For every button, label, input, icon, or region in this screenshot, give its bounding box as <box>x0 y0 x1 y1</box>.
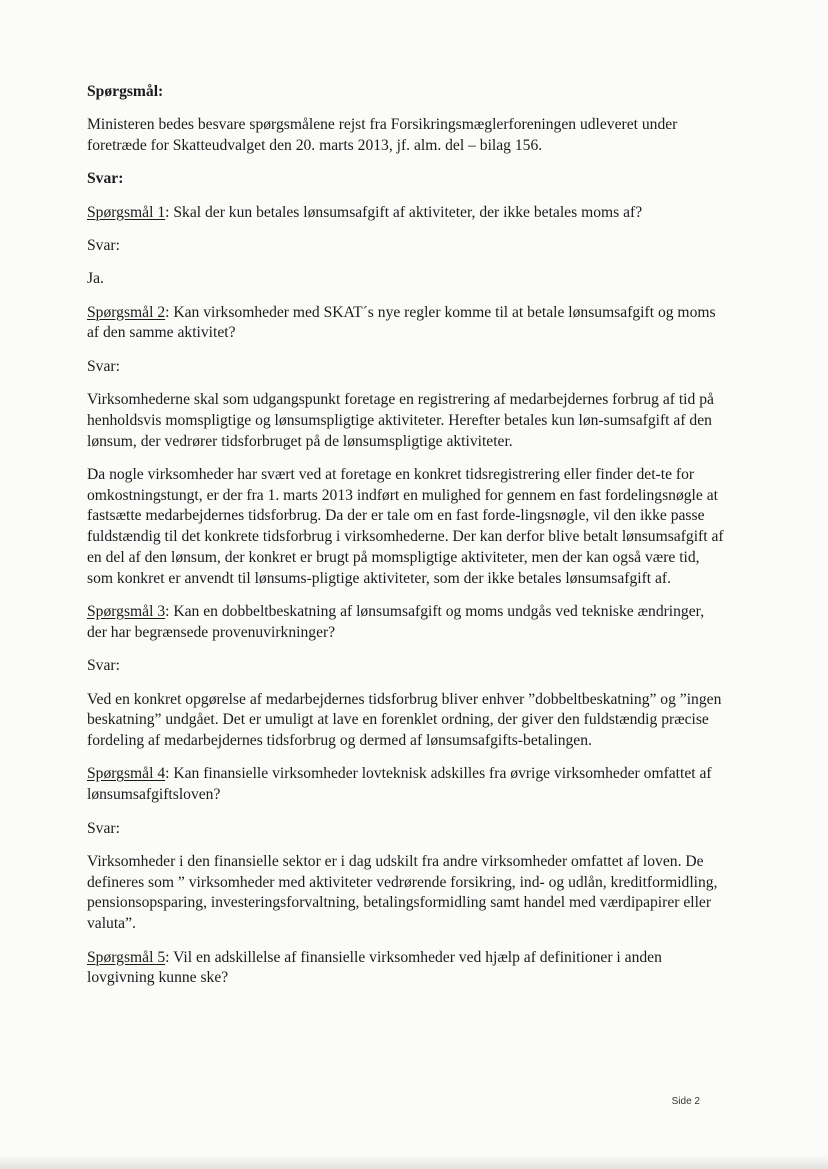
document-body <box>87 82 727 1002</box>
question-2-label: Spørgsmål 2 <box>87 303 166 321</box>
question-4-label: Spørgsmål 4 <box>87 765 166 783</box>
answer-4-label: Svar: <box>87 819 120 837</box>
answer-1-paragraph: Ja. <box>87 270 104 288</box>
question-4-text: : Kan finansielle virksomheder lovteknisk adskilles fra øvrige virksomheder omfattet af lønsumsafgiftsloven? <box>87 765 712 804</box>
question-2 <box>87 303 727 345</box>
question-5-text: : Vil en adskillelse af finansielle virksomheder ved hjælp af definitioner i anden lovgivning kunne ske? <box>87 948 662 987</box>
question-1-text: : Skal der kun betales lønsumsafgift af aktiviteter, der ikke betales moms af? <box>165 203 643 221</box>
answer-2-paragraph-1: Virksomhederne skal som udgangspunkt foretage en registrering af medarbejdernes forbrug af tid på henholdsvis momspligtige og lønsumspligtige aktiviteter. Herefter betales kun løn-sumsafgift af den lønsum, der vedrører tidsforbruget på de lønsumspligtige aktiviteter. <box>87 390 714 450</box>
question-4 <box>87 764 727 806</box>
question-3-label: Spørgsmål 3 <box>87 603 166 621</box>
answer-3-label: Svar: <box>87 657 120 675</box>
question-3-text: : Kan en dobbeltbeskatning af lønsumsafgift og moms undgås ved tekniske ændringer, der har begrænsede provenuvirkninger? <box>87 603 705 641</box>
answer-3-paragraph: Ved en konkret opgørelse af medarbejdernes tidsforbrug bliver enhver ”dobbeltbeskatning” og ”ingen beskatning” undgået. Det er umuligt at lave en forenklet ordning, der giver den fuldstændig præcise fordeling af medarbejdernes tidsforbrug og dermed af lønsumsafgifts-betalingen. <box>87 690 722 750</box>
answer-1-label: Svar: <box>87 236 120 254</box>
question-1-label: Spørgsmål 1 <box>87 203 166 221</box>
question-3 <box>87 602 727 644</box>
question-2-text: : Kan virksomheder med SKAT´s nye regler komme til at betale lønsumsafgift og moms af den samme aktivitet? <box>87 303 716 342</box>
question-5 <box>87 948 727 990</box>
intro-paragraph: Ministeren bedes besvare spørgsmålene rejst fra Forsikringsmæglerforeningen udleveret under foretræde for Skatteudvalget den 20. marts 2013, jf. alm. del – bilag 156. <box>87 116 678 155</box>
answer-2-paragraph-2: Da nogle virksomheder har svært ved at foretage en konkret tidsregistrering eller finder det-te for omkostningstungt, er der fra 1. marts 2013 indført en mulighed for gennem en fast fordelingsnøgle at fastsætte medarbejdernes tidsforbrug. Da der er tale om en fast forde-lingsnøgle, vil den ikke passe fuldstændig til det konkrete tidsforbrug i virksomhederne. Der kan derfor blive betalt lønsumsafgift af en del af den lønsum, der konkret er brugt på momspligtige aktiviteter, men der kan også være tid, som konkret er anvendt til lønsums-pligtige aktiviteter, som der ikke betales lønsumsafgift af. <box>87 465 724 587</box>
answer-heading: Svar: <box>87 170 124 188</box>
answer-2-label: Svar: <box>87 357 120 375</box>
page-number: Side 2 <box>671 1096 700 1107</box>
scan-edge-shadow <box>0 1155 828 1169</box>
answer-4-paragraph: Virksomheder i den finansielle sektor er i dag udskilt fra andre virksomheder omfattet af loven. De defineres som ” virksomheder med aktiviteter vedrørende forsikring, ind- og udlån, kreditformidling, pensionsopsparing, investeringsforvaltning, betalingsformidling samt handel med værdipapirer eller valuta”. <box>87 852 718 933</box>
question-heading: Spørgsmål: <box>87 83 164 100</box>
question-5-label: Spørgsmål 5 <box>87 948 166 966</box>
question-1 <box>87 203 727 224</box>
